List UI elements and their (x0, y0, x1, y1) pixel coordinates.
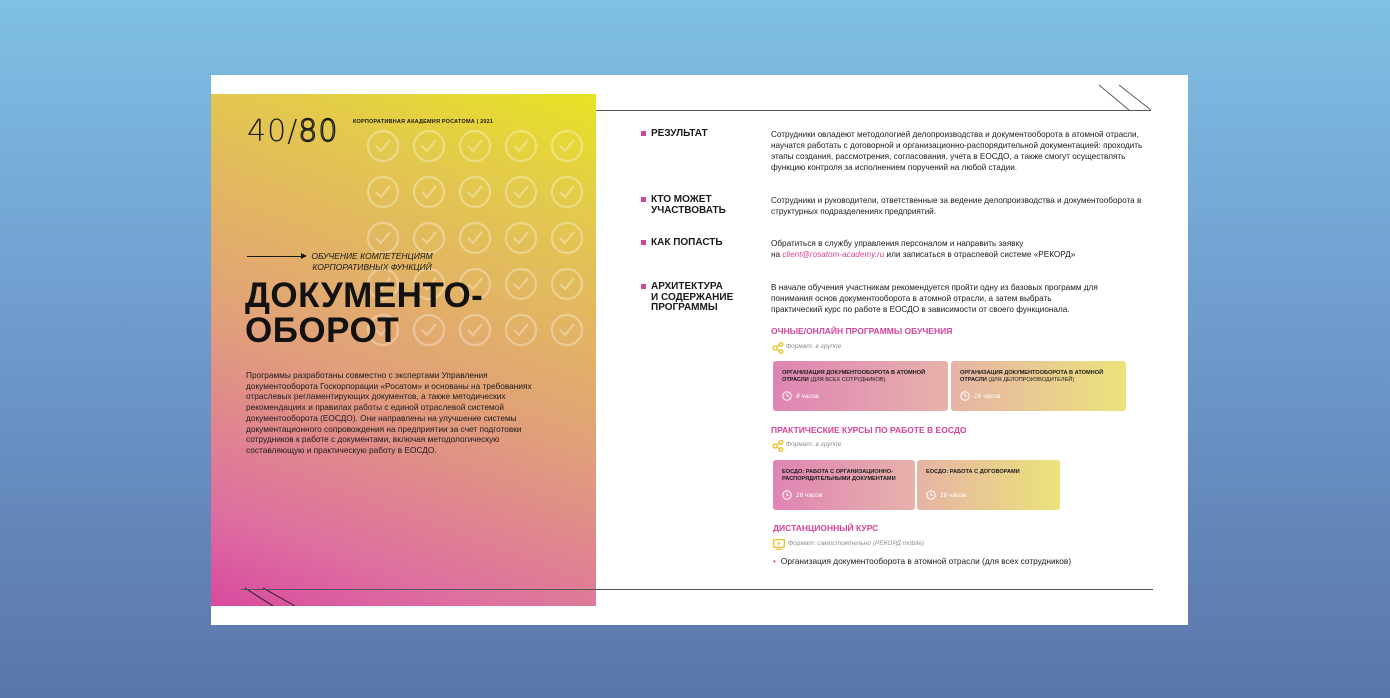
share-nodes-icon (772, 342, 784, 354)
online-format: Формат: в группе (786, 343, 842, 350)
square-bullet (641, 197, 646, 202)
distance-course-item[interactable] (773, 556, 1071, 566)
check-circle-icon (368, 131, 398, 161)
hero-body: Программы разработаны совместно с экспертами Управления документооборота Госкорпорации «Росатом» и основаны на требованиях отраслевых регламентирующих документов, а также методических рекомендациях и правилах работы с единой отраслевой системой документооборота (ЕОСДО). Они направлены на улучшение системы документационного сопровождения на предприятии за счет подготовки сотрудников к работе с документами, включая методологическую составляющую и практическую работу в ЕОСДО. (246, 370, 532, 455)
check-circle-icon (506, 177, 536, 207)
result-label: РЕЗУЛЬТАТ (651, 128, 708, 139)
check-circle-icon (460, 223, 490, 253)
check-circle-icon (460, 177, 490, 207)
check-circle-icon (414, 177, 444, 207)
diagonal-lines-icon (1097, 83, 1157, 113)
check-mark-icon (468, 186, 482, 197)
check-circle-icon (506, 131, 536, 161)
check-circle-icon (506, 315, 536, 345)
check-mark-icon (560, 186, 574, 197)
practical-courses-heading: ПРАКТИЧЕСКИЕ КУРСЫ ПО РАБОТЕ В ЕОСДО (771, 425, 967, 435)
check-circle-icon (552, 315, 582, 345)
check-circle-icon (552, 223, 582, 253)
check-mark-icon (560, 232, 574, 243)
bottom-rule (241, 589, 1153, 590)
hero-kicker: ОБУЧЕНИЕ КОМПЕТЕНЦИЯМ КОРПОРАТИВНЫХ ФУНКЦИЙ (311, 251, 433, 272)
card-duration (782, 391, 819, 401)
check-mark-icon (514, 278, 528, 289)
practical-format: Формат: в группе (786, 441, 842, 448)
hero-title: ДОКУМЕНТО- ОБОРОТ (245, 276, 484, 350)
card-title-note: (ДЛЯ ДЕЛОПРОИЗВОДИТЕЛЕЙ) (988, 376, 1075, 383)
check-mark-icon (560, 324, 574, 335)
card-title-main: ОРГАНИЗАЦИЯ ДОКУМЕНТООБОРОТА В АТОМНОЙ ОТРАСЛИ (782, 370, 926, 383)
check-mark-icon (560, 140, 574, 151)
check-circle-icon (414, 131, 444, 161)
program-card[interactable] (773, 361, 948, 411)
arch-label: АРХИТЕКТУРА И СОДЕРЖАНИЕ ПРОГРАММЫ (651, 281, 734, 313)
card-duration-text: 16 часов (940, 491, 967, 499)
card-duration-text: 8 часов (796, 392, 819, 400)
arrow-line (247, 256, 305, 257)
card-duration-text: 16 часов (796, 491, 823, 499)
hero-panel (211, 94, 596, 606)
check-mark-icon (422, 140, 436, 151)
check-mark-icon (514, 324, 528, 335)
check-mark-icon (376, 232, 390, 243)
how-text (771, 238, 1161, 260)
how-label: КАК ПОПАСТЬ (651, 237, 723, 248)
check-circle-icon (506, 223, 536, 253)
distance-item-text: Организация документооборота в атомной отрасли (для всех сотрудников) (780, 556, 1072, 566)
page-current: 40 (247, 114, 288, 149)
course-card[interactable] (917, 460, 1060, 510)
card-title (960, 370, 1117, 383)
arch-text: В начале обучения участникам рекомендуется пройти одну из базовых программ для понимания основ документооборота в атомной отрасли, а затем выбрать практический курс по работе в ЕОСДО в зависимости от своего функционала. (771, 283, 1098, 314)
card-title: ЕОСДО: РАБОТА С ОРГАНИЗАЦИОННО-РАСПОРЯДИТЕЛЬНЫМИ ДОКУМЕНТАМИ (782, 469, 896, 482)
page-total: 80 (298, 114, 339, 149)
check-circle-icon (368, 177, 398, 207)
how-text-pre: на (771, 250, 781, 259)
clock-icon (782, 490, 792, 500)
check-circle-icon (552, 131, 582, 161)
running-head: КОРПОРАТИВНАЯ АКАДЕМИЯ РОСАТОМА | 2021 (353, 119, 494, 125)
check-mark-icon (468, 140, 482, 151)
check-circle-icon (460, 131, 490, 161)
square-bullet (641, 240, 646, 245)
card-title-main: ОРГАНИЗАЦИЯ ДОКУМЕНТООБОРОТА В АТОМНОЙ ОТРАСЛИ (960, 370, 1104, 383)
check-mark-icon (514, 232, 528, 243)
card-duration (960, 391, 1000, 401)
email-link[interactable]: client@rosatom-academy.ru (782, 250, 885, 259)
online-programs-heading: ОЧНЫЕ/ОНЛАЙН ПРОГРАММЫ ОБУЧЕНИЯ (771, 326, 953, 336)
check-circle-icon (368, 223, 398, 253)
check-mark-icon (422, 232, 436, 243)
card-title (782, 370, 939, 383)
check-circle-icon (414, 223, 444, 253)
square-bullet (641, 284, 646, 289)
check-circle-icon (552, 269, 582, 299)
who-text: Сотрудники и руководители, ответственные за ведение делопроизводства и документооборота в структурных подразделениях предприятий. (771, 196, 1142, 216)
card-duration-text: 16 часов (974, 392, 1001, 400)
square-bullet (641, 131, 646, 136)
monitor-play-icon (773, 539, 785, 550)
check-circle-icon (506, 269, 536, 299)
bullet-dot: • (773, 556, 776, 566)
clock-icon (782, 391, 792, 401)
card-duration (926, 490, 966, 500)
clock-icon (960, 391, 970, 401)
how-text-line1: Обратиться в службу управления персоналом и направить заявку (771, 239, 1024, 248)
distance-format: Формат: самостоятельно (РЕКОРД mobile) (788, 540, 924, 547)
course-card[interactable] (773, 460, 915, 510)
top-rule (596, 110, 1151, 111)
check-mark-icon (468, 232, 482, 243)
check-circle-icon (552, 177, 582, 207)
how-text-post: или записаться в отраслевой системе «РЕКОРД» (886, 250, 1076, 259)
how-text-line2 (771, 249, 1161, 260)
card-duration (782, 490, 822, 500)
card-title: ЕОСДО: РАБОТА С ДОГОВОРАМИ (926, 469, 1020, 475)
clock-icon (926, 490, 936, 500)
share-nodes-icon (772, 440, 784, 452)
page-number: 40/80 (247, 114, 339, 149)
brochure-page (211, 75, 1188, 625)
check-mark-icon (514, 140, 528, 151)
program-card[interactable] (951, 361, 1126, 411)
distance-course-heading: ДИСТАНЦИОННЫЙ КУРС (773, 523, 879, 533)
check-mark-icon (376, 140, 390, 151)
check-mark-icon (560, 278, 574, 289)
check-mark-icon (376, 186, 390, 197)
check-mark-icon (422, 186, 436, 197)
card-title-note: (ДЛЯ ВСЕХ СОТРУДНИКОВ) (810, 376, 886, 383)
who-label: КТО МОЖЕТ УЧАСТВОВАТЬ (651, 194, 726, 216)
check-mark-icon (514, 186, 528, 197)
result-text: Сотрудники овладеют методологией делопроизводства и документооборота в атомной отрасли, научатся работать с договорной и организационно-распорядительной документацией: проходить этапы создания, рассмотрения, согласования, учета в ЕОСДО, а также смогут осуществлять функцию контроля за исполнением поручений на любой стадии. (771, 130, 1143, 172)
